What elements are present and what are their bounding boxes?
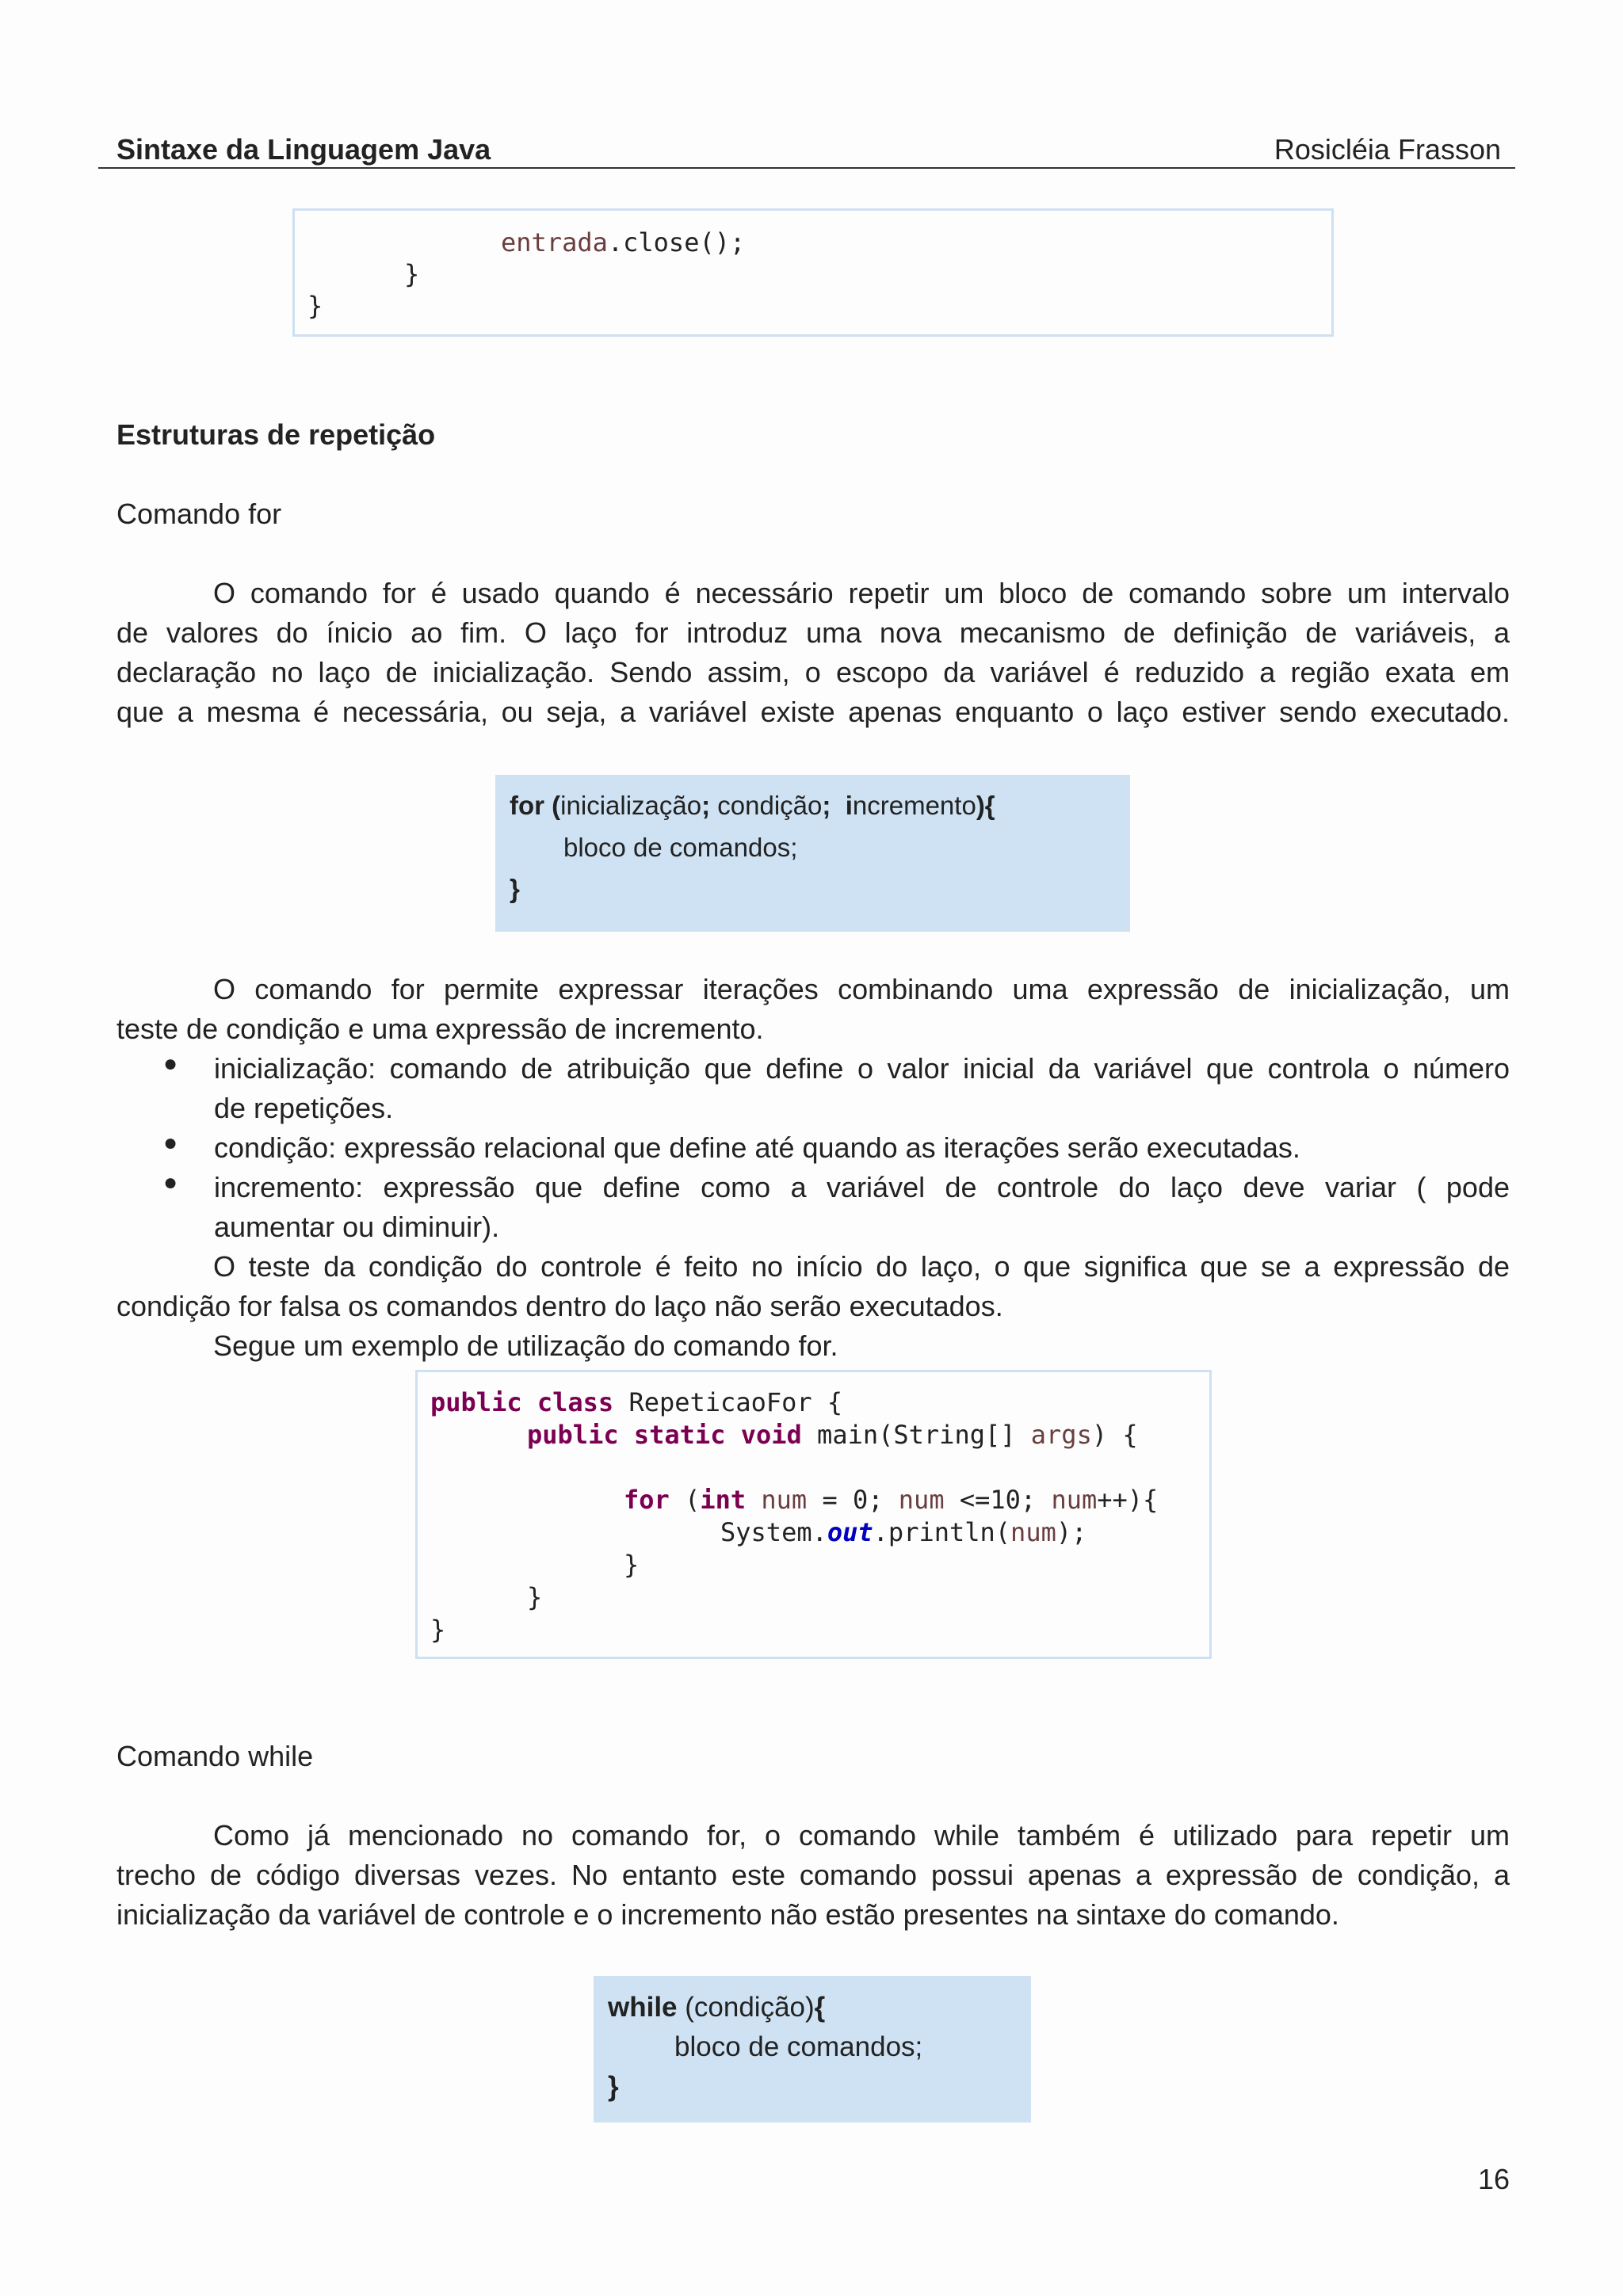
for-paragraph-2	[116, 970, 1510, 1049]
for-section-title: Comando for	[116, 498, 282, 530]
code-line: }	[430, 1615, 446, 1645]
bullet-item: condição: expressão relacional que define até quando as iterações serão executadas.	[214, 1131, 1300, 1164]
syntax-body: bloco de comandos;	[674, 2031, 923, 2062]
syntax-body: bloco de comandos;	[563, 833, 798, 862]
while-section-title: Comando while	[116, 1740, 314, 1772]
for-paragraph-3	[116, 1247, 1510, 1326]
paragraph-line: O teste da condição do controle é feito no início do laço, o que significa que se a expressão de	[213, 1250, 1510, 1283]
bullet-dot: ●	[163, 1051, 178, 1077]
bullet-dot: ●	[163, 1130, 178, 1156]
code-line: }	[404, 259, 420, 289]
code-line: for (int num = 0; num <=10; num++){	[624, 1485, 1159, 1515]
code-line	[501, 227, 745, 258]
paragraph-line: O comando for permite expressar iterações combinando uma expressão de inicialização, um	[213, 973, 1510, 1005]
paragraph-line: inicialização da variável de controle e o incremento não estão presentes na sintaxe do comando.	[116, 1898, 1339, 1931]
syntax-end: }	[510, 874, 520, 903]
section-title: Estruturas de repetição	[116, 418, 436, 451]
bullet-item: incremento: expressão que define como a variável de controle do laço deve variar ( pode aumentar ou diminuir).	[214, 1171, 1510, 1243]
header-rule	[98, 167, 1515, 169]
code-line: System.out.println(num);	[720, 1517, 1087, 1547]
while-intro-paragraph	[116, 1816, 1510, 1935]
paragraph-line: de valores do ínicio ao fim. O laço for introduz uma nova mecanismo de definição de variáveis, a	[116, 616, 1510, 649]
syntax-line: for (inicialização; condição; incremento){	[510, 791, 995, 820]
code-line: }	[307, 291, 323, 321]
header-author: Rosicléia Frasson	[1274, 133, 1501, 166]
code-variable: entrada	[501, 227, 608, 257]
code-line: public class RepeticaoFor {	[430, 1387, 843, 1417]
top-code-box	[292, 208, 1334, 337]
page-number: 16	[1477, 2163, 1510, 2195]
paragraph-line: condição for falsa os comandos dentro do laço não serão executados.	[116, 1290, 1003, 1322]
paragraph-line: O comando for é usado quando é necessário repetir um bloco de comando sobre um intervalo	[213, 577, 1510, 609]
example-intro: Segue um exemplo de utilização do comando for.	[213, 1329, 838, 1362]
code-text: .close();	[607, 227, 746, 257]
syntax-line: while (condição){	[608, 1992, 826, 2023]
paragraph-line: que a mesma é necessária, ou seja, a variável existe apenas enquanto o laço estiver sendo executado.	[116, 696, 1510, 728]
for-intro-paragraph	[116, 574, 1510, 732]
code-line: }	[527, 1582, 543, 1612]
header-title: Sintaxe da Linguagem Java	[116, 133, 491, 166]
bullet-item: inicialização: comando de atribuição que define o valor inicial da variável que controla o número de repetições.	[214, 1052, 1510, 1124]
code-line: public static void main(String[] args) {	[527, 1420, 1138, 1450]
paragraph-line: declaração no laço de inicialização. Sendo assim, o escopo da variável é reduzido a região exata em	[116, 656, 1510, 688]
bullet-dot: ●	[163, 1169, 178, 1196]
paragraph-line: Como já mencionado no comando for, o comando while também é utilizado para repetir um	[213, 1819, 1510, 1852]
code-line: }	[624, 1550, 640, 1580]
keyword: while	[608, 1992, 678, 2023]
paragraph-line: teste de condição e uma expressão de incremento.	[116, 1013, 764, 1045]
keyword: for	[510, 791, 544, 820]
syntax-end: }	[608, 2071, 619, 2102]
for-example-code-box	[415, 1370, 1212, 1659]
while-syntax-box	[594, 1976, 1031, 2122]
for-syntax-box	[495, 775, 1130, 932]
paragraph-line: trecho de código diversas vezes. No entanto este comando possui apenas a expressão de condição, a	[116, 1859, 1510, 1891]
